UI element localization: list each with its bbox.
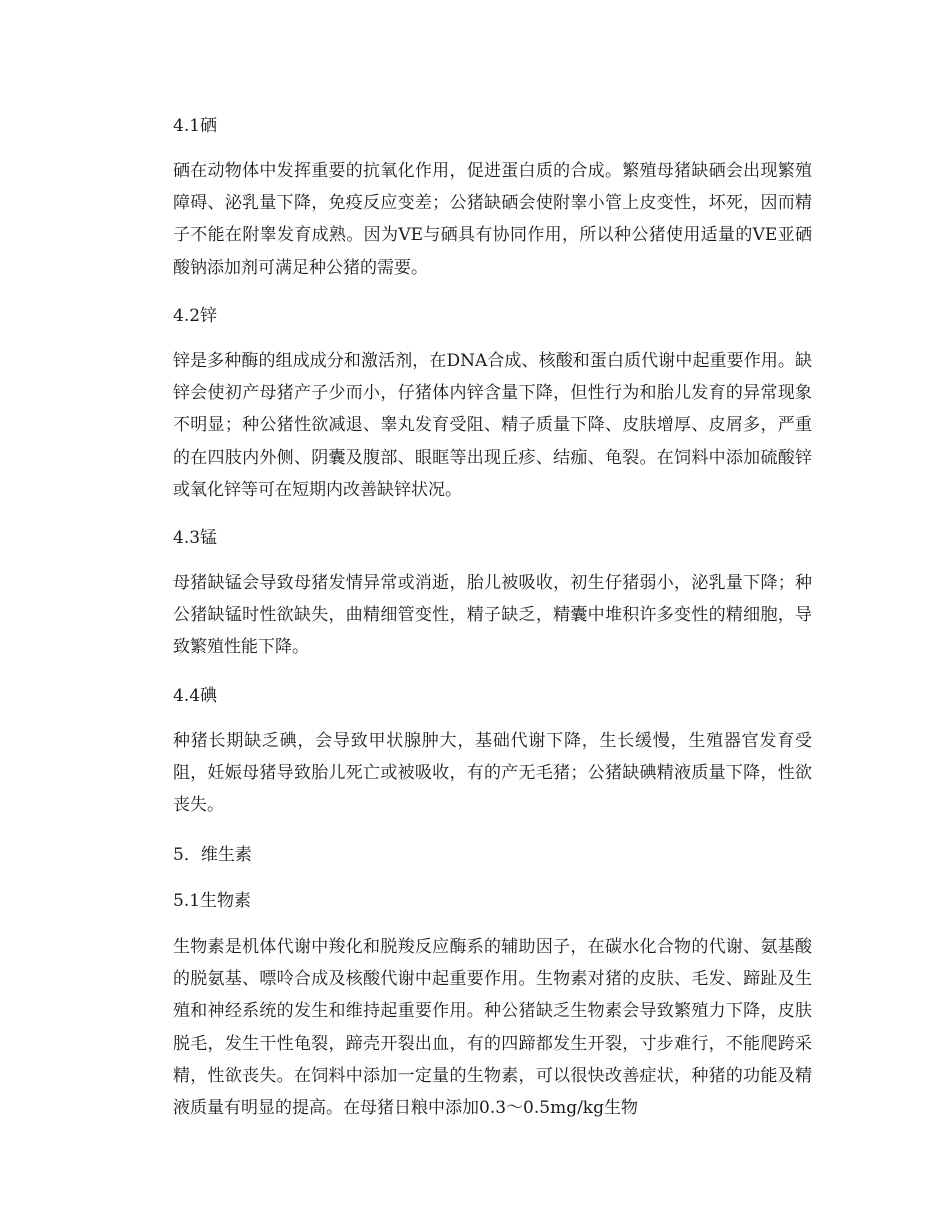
section-heading-4-4: 4.4碘	[173, 686, 218, 706]
section-heading-4-2: 4.2锌	[173, 306, 218, 326]
section-heading-4-3: 4.3锰	[173, 528, 218, 548]
paragraph-text: 硒在动物体中发挥重要的抗氧化作用，促进蛋白质的合成。繁殖母猪缺硒会出现繁殖障碍、泌乳量下降，免疫反应变差；公猪缺硒会使附睾小管上皮变性，坏死，因而精子不能在附睾发育成熟。因为VE与硒具有协同作用，所以种公猪使用适量的VE亚硒酸钠添加剂可满足种公猪的需要。	[173, 161, 812, 278]
section-body-4-2	[140, 345, 812, 506]
section-heading-5: 5．维生素	[173, 845, 252, 865]
section-body-4-3	[140, 567, 812, 664]
paragraph-text: 种猪长期缺乏碘，会导致甲状腺肿大，基础代谢下降，生长缓慢，生殖器官发育受阻，妊娠母猪导致胎儿死亡或被吸收，有的产无毛猪；公猪缺碘精液质量下降，性欲丧失。	[173, 731, 812, 816]
section-heading-4-1: 4.1硒	[173, 116, 218, 136]
section-body-5-1	[140, 931, 812, 1124]
section-heading-5-1: 5.1生物素	[173, 891, 252, 911]
section-body-4-4	[140, 725, 812, 822]
section-body-4-1	[140, 155, 812, 284]
paragraph-text: 母猪缺锰会导致母猪发情异常或消逝，胎儿被吸收，初生仔猪弱小，泌乳量下降；种公猪缺锰时性欲缺失，曲精细管变性，精子缺乏，精囊中堆积许多变性的精细胞，导致繁殖性能下降。	[173, 573, 812, 658]
paragraph-text: 生物素是机体代谢中羧化和脱羧反应酶系的辅助因子，在碳水化合物的代谢、氨基酸的脱氨基、嘌呤合成及核酸代谢中起重要作用。生物素对猪的皮肤、毛发、蹄趾及生殖和神经系统的发生和维持起重要作用。种公猪缺乏生物素会导致繁殖力下降，皮肤脱毛，发生干性龟裂，蹄壳开裂出血，有的四蹄都发生开裂，寸步难行，不能爬跨采精，性欲丧失。在饲料中添加一定量的生物素，可以很快改善症状，种猪的功能及精液质量有明显的提高。在母猪日粮中添加0.3～0.5mg/kg生物	[173, 937, 812, 1119]
paragraph-text: 锌是多种酶的组成成分和激活剂，在DNA合成、核酸和蛋白质代谢中起重要作用。缺锌会使初产母猪产子少而小，仔猪体内锌含量下降，但性行为和胎儿发育的异常现象不明显；种公猪性欲减退、睾丸发育受阻、精子质量下降、皮肤增厚、皮屑多，严重的在四肢内外侧、阴囊及腹部、眼眶等出现丘疹、结痂、龟裂。在饲料中添加硫酸锌或氧化锌等可在短期内改善缺锌状况。	[173, 351, 812, 500]
